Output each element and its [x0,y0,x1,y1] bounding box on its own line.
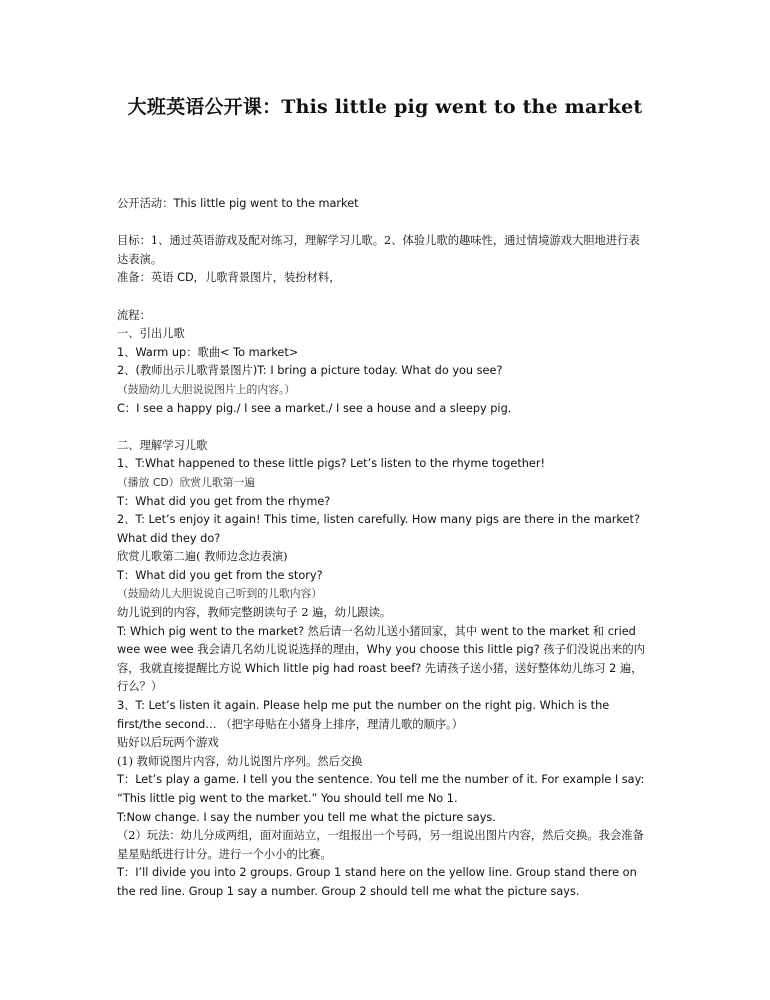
section2-note: （鼓励幼儿大胆说说自己听到的儿歌内容） [117,587,323,601]
spacer [117,214,647,233]
section1-line: 1、Warm up：歌曲< To market> [117,345,299,359]
spacer [117,418,647,437]
prep-line: 准备：英语 CD，儿歌背景图片，装扮材料， [117,271,341,285]
section1-note: （鼓励幼儿大胆说说图片上的内容。） [117,382,296,396]
section1-line: C：I see a happy pig./ I see a market./ I see a house and a sleepy pig. [117,401,512,415]
section2-paragraph: （2）玩法：幼儿分成两组，面对面站立，一组报出一个号码，另一组说出图片内容，然后交换。我会准备星星贴纸进行计分。进行一个小小的比赛。 [117,829,644,861]
section2-line: 欣赏儿歌第二遍( 教师边念边表演) [117,550,288,564]
section1-heading: 一、引出儿歌 [117,327,185,341]
spacer [117,288,647,307]
section2-line: (1) 教师说图片内容，幼儿说图片序列。然后交换 [117,754,363,768]
goals-paragraph: 目标：1、通过英语游戏及配对练习，理解学习儿歌。2、体验儿歌的趣味性，通过情境游戏大胆地进行表达表演。 [117,234,640,266]
section2-line: T：What did you get from the story? [117,568,323,582]
section2-heading: 二、理解学习儿歌 [117,438,208,452]
section2-note: （播放 CD）欣赏儿歌第一遍 [117,475,256,489]
section2-line: 2、T: Let’s enjoy it again! This time, listen carefully. How many pigs are there in the market? What did they do? [117,513,640,545]
section2-paragraph: 3、T: Let’s listen it again. Please help me put the number on the right pig. Which is the first/the second… （把字母贴在小猪身上排序，理清儿歌的顺序。） [117,699,610,731]
section2-paragraph: T: Which pig went to the market? 然后请一名幼儿送小猪回家，其中 went to the market 和 cried wee wee wee 我会请几名幼儿说说选择的理由，Why you choose this little pig? 孩子们没说出来的内容，我就直接提醒比方说 Which little pig had roast beef? 先请孩子送小猪，送好整体幼儿练习 2 遍，行么？） [117,624,645,694]
section2-line: T：What did you get from the rhyme? [117,494,331,508]
document-body [117,195,647,902]
document-title: 大班英语公开课：This little pig went to the market [127,96,643,118]
section2-line: 幼儿说到的内容，教师完整朗读句子 2 遍，幼儿跟读。 [117,606,392,620]
flow-heading: 流程： [117,308,151,322]
section2-paragraph: T：Let’s play a game. I tell you the sentence. You tell me the number of it. For example I say: “This little pig went to the market.” You should tell me No 1. [117,773,645,805]
section2-line: T:Now change. I say the number you tell me what the picture says. [117,810,496,824]
section1-line: 2、(教师出示儿歌背景图片)T: I bring a picture today. What do you see? [117,364,503,378]
activity-line: 公开活动：This little pig went to the market [117,197,359,210]
section2-line: 1、T:What happened to these little pigs? Let’s listen to the rhyme together! [117,457,546,471]
section2-line: 贴好以后玩两个游戏 [117,736,219,750]
section2-paragraph: T：I’ll divide you into 2 groups. Group 1 stand here on the yellow line. Group stand there on the red line. Group 1 say a number. Group 2 should tell me what the picture says. [117,866,637,898]
